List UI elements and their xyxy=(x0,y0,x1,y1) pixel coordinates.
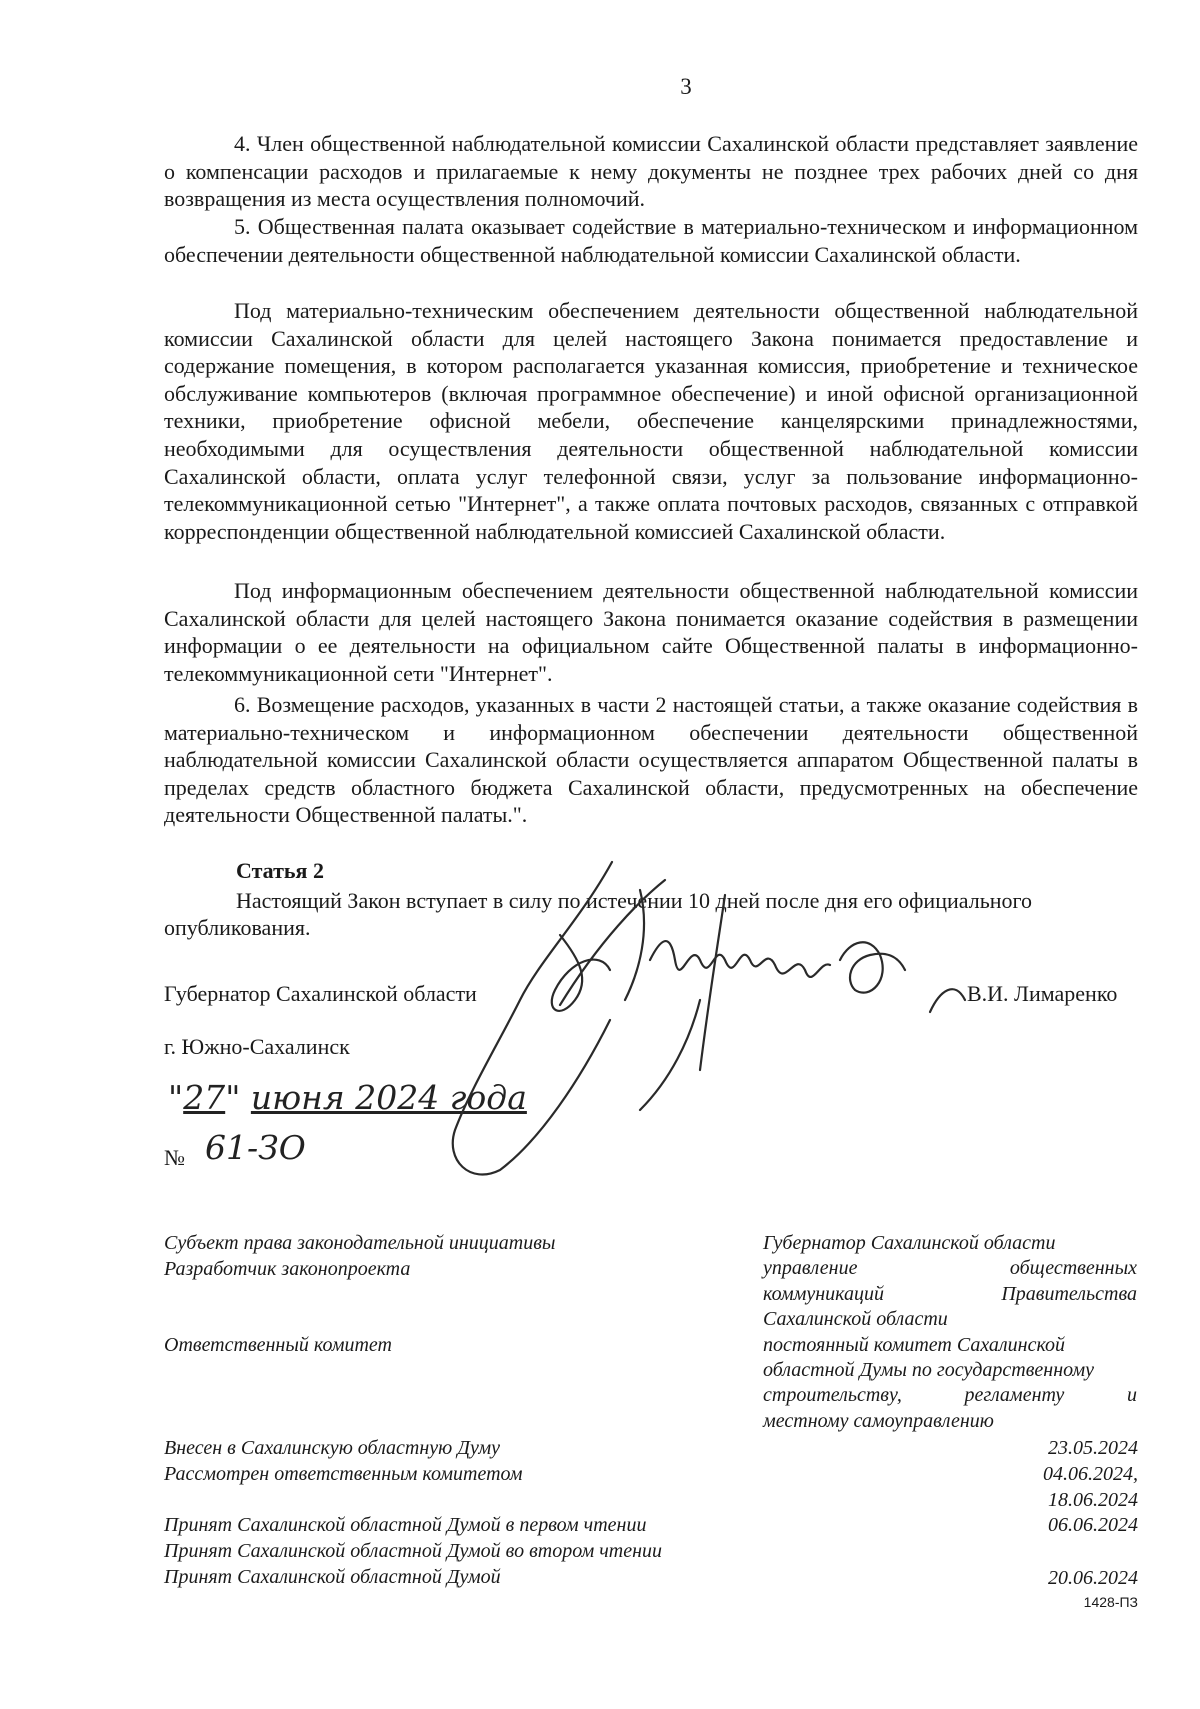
adopted-label: Принят Сахалинской областной Думой xyxy=(164,1566,501,1588)
considered-date-1: 04.06.2024, xyxy=(1043,1463,1138,1485)
article-2-text-line2: опубликования. xyxy=(164,915,311,940)
paragraph-5: 5. Общественная палата оказывает содействие в материально-техническом и информационном обеспечении деятельности общественной наблюдательной комиссии Сахалинской области. xyxy=(164,214,1138,267)
second-reading-label: Принят Сахалинской областной Думой во втором чтении xyxy=(164,1540,663,1562)
handwritten-number: 61-ЗО xyxy=(205,1128,306,1167)
article-2-heading: Статья 2 xyxy=(236,858,324,883)
date-day: 27 xyxy=(183,1078,226,1117)
subject-developer-values xyxy=(763,1231,1137,1434)
paragraph-6: 6. Возмещение расходов, указанных в части 2 настоящей статьи, а также оказание содействия в материально-техническом и информационном обеспечении деятельности общественной наблюдательной комиссии Сахалинской области осуществляется аппаратом Общественной палаты в пределах средств областного бюджета Сахалинской области, предусмотренных на обеспечение деятельности Общественной палаты.". xyxy=(164,692,1138,828)
subject-value: Губернатор Сахалинской области xyxy=(763,1232,1056,1254)
considered-label: Рассмотрен ответственным комитетом xyxy=(164,1463,523,1485)
committee-value-line2: областной Думы по государственному xyxy=(763,1359,1094,1382)
committee-value-line1: постоянный комитет Сахалинской xyxy=(763,1333,1066,1356)
developer-value-line3: Сахалинской области xyxy=(763,1308,948,1331)
developer-value-line2: коммуникаций Правительства xyxy=(763,1282,1137,1305)
document-code: 1428-ПЗ xyxy=(1083,1594,1138,1610)
developer-label: Разработчик законопроекта xyxy=(164,1258,411,1280)
date-quote-open: " xyxy=(168,1078,184,1117)
date-rest: июня 2024 года xyxy=(250,1078,527,1117)
introduced-label: Внесен в Сахалинскую областную Думу xyxy=(164,1437,501,1459)
page-number: 3 xyxy=(680,74,692,99)
first-reading-date: 06.06.2024 xyxy=(1048,1514,1138,1536)
introduced-date: 23.05.2024 xyxy=(1048,1437,1138,1459)
subject-label: Субъект права законодательной инициативы xyxy=(164,1232,556,1254)
paragraph-5-information: Под информационным обеспечением деятельности общественной наблюдательной комиссии Сахалинской области для целей настоящего Закона понимается оказание содействия в размещении информации о ее деятельности на официальном сайте Общественной палаты в информационно-телекоммуникационной сети "Интернет". xyxy=(164,578,1138,686)
governor-position: Губернатор Сахалинской области xyxy=(164,981,477,1006)
committee-value-line3: строительству, регламенту и xyxy=(763,1384,1137,1407)
date-quote-close: " xyxy=(225,1078,241,1117)
number-label: № xyxy=(164,1145,185,1170)
developer-value-line1: управление общественных xyxy=(763,1257,1137,1280)
paragraph-4: 4. Член общественной наблюдательной комиссии Сахалинской области представляет заявление о компенсации расходов и прилагаемые к нему документы не позднее трех рабочих дней со дня возвращения из места осуществления полномочий. xyxy=(164,131,1138,212)
city: г. Южно-Сахалинск xyxy=(164,1034,350,1059)
considered-date-2: 18.06.2024 xyxy=(1048,1489,1138,1511)
governor-name: В.И. Лимаренко xyxy=(967,981,1118,1006)
paragraph-5-material: Под материально-техническим обеспечением деятельности общественной наблюдательной комиссии Сахалинской области для целей настоящего Закона понимается предоставление и содержание помещения, в котором располагается указанная комиссия, приобретение и техническое обслуживание компьютеров (включая программное обеспечение) и иной офисной организационной техники, приобретение офисной мебели, обеспечение канцелярскими принадлежностями, необходимыми для осуществления деятельности общественной наблюдательной комиссии Сахалинской области, оплата услуг телефонной связи, услуг за пользование информационно-телекоммуникационной сетью "Интернет", а также оплата почтовых расходов, связанных с отправкой корреспонденции общественной наблюдательной комиссией Сахалинской области. xyxy=(164,298,1138,544)
first-reading-label: Принят Сахалинской областной Думой в первом чтении xyxy=(164,1514,647,1536)
article-2-text-line1: Настоящий Закон вступает в силу по истечении 10 дней после дня его официального xyxy=(236,888,1032,913)
adopted-date: 20.06.2024 xyxy=(1048,1567,1138,1589)
responsible-committee-label: Ответственный комитет xyxy=(164,1334,392,1356)
committee-value-line4: местному самоуправлению xyxy=(763,1409,994,1432)
